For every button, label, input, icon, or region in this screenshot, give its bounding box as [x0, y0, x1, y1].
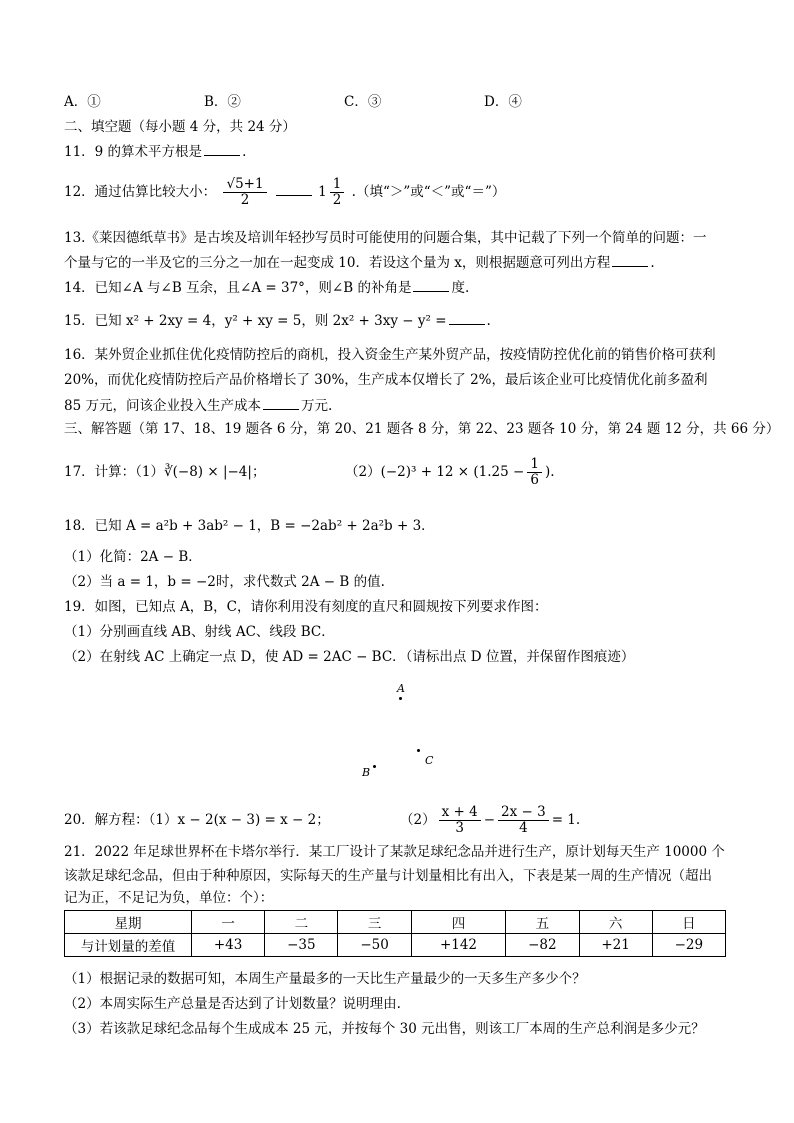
point-b — [373, 765, 376, 768]
option-b: B．② — [204, 94, 241, 110]
question-21-sub3: （3）若该款足球纪念品每个生成成本 25 元，并按每个 30 元出售，则该工厂本周的生产总利润是多少元？ — [64, 1021, 705, 1037]
question-12: 12．通过估算比较大小： $\frac{√5+1}{2}$ 1 $\frac{1}{2}$ .（填“＞”或“＜”或“＝”） — [64, 176, 506, 208]
question-16-line1: 16．某外贸企业抓住优化疫情防控后的商机，投入资金生产某外贸产品，按疫情防控优化前的销售价格可获利 — [64, 347, 716, 363]
table-cell: 五 — [506, 911, 579, 934]
table-cell: 三 — [338, 911, 411, 934]
table-row — [65, 911, 726, 934]
question-21-line2: 该款足球纪念品，但由于种种原因，实际每天的生产量与计划量相比有出入，下表是某一周的生产情况（超出 — [64, 868, 712, 884]
question-17: 17．计算：（1）∛(−8) × |−4|； — [64, 464, 266, 480]
question-13-line1: 13.《莱因德纸草书》是古埃及培训年轻抄写员时可能使用的问题合集，其中记载了下列一个简单的问题：一 — [64, 230, 707, 246]
answer-blank — [204, 142, 240, 156]
table-row — [65, 934, 726, 957]
option-c: C．③ — [344, 94, 382, 110]
fraction-x-plus-4: $\frac{x + 4}{3}$ — [439, 805, 481, 836]
question-13-line2: 个量与它的一半及它的三分之一加在一起变成 10．若设这个量为 x，则根据题意可列出方程 . — [64, 255, 655, 271]
answer-blank — [612, 253, 648, 267]
table-cell: 四 — [411, 911, 506, 934]
table-header-cell: 与计划量的差值 — [65, 934, 192, 957]
question-20: 20．解方程：（1）x − 2(x − 3) = x − 2； — [64, 812, 330, 828]
answer-blank — [263, 396, 299, 410]
question-16-line2: 20%，而优化疫情防控后产品价格增长了 30%，生产成本仅增长了 2%，最后该企业可比疫情优化前多盈利 — [64, 372, 708, 388]
question-19-line3: （2）在射线 AC 上确定一点 D，使 AD = 2AC − BC．（请标出点 D 位置，并保留作图痕迹） — [64, 649, 635, 665]
question-21-line1: 21．2022 年足球世界杯在卡塔尔举行．某工厂设计了某款足球纪念品并进行生产，原计划每天生产 10000 个 — [64, 844, 725, 860]
table-cell: −35 — [265, 934, 338, 957]
question-19-line2: （1）分别画直线 AB、射线 AC、线段 BC． — [64, 624, 335, 640]
question-11: 11．9 的算术平方根是 . — [64, 144, 247, 160]
question-21-sub1: （1）根据记录的数据可知，本周生产量最多的一天比生产量最少的一天多生产多少个？ — [64, 971, 586, 987]
mixed-fraction: $\frac{1}{2}$ — [330, 177, 345, 208]
fraction-2x-minus-3: $\frac{2x - 3}{4}$ — [498, 805, 549, 836]
table-header-cell: 星期 — [65, 911, 192, 934]
point-a-label: A — [397, 682, 405, 695]
table-cell: 日 — [652, 911, 725, 934]
question-15: 15．已知 x² + 2xy = 4，y² + xy = 5，则 2x² + 3xy − y² = . — [64, 313, 491, 329]
section-3-heading: 三、解答题（第 17、18、19 题各 6 分，第 20、21 题各 8 分，第 22、23 题各 10 分，第 24 题 12 分，共 66 分） — [64, 421, 780, 437]
point-c-label: C — [425, 754, 434, 767]
fraction-sqrt5: $\frac{√5+1}{2}$ — [223, 177, 266, 208]
table-cell: 二 — [265, 911, 338, 934]
question-21-line3: 记为正，不足记为负，单位：个）： — [64, 890, 274, 906]
answer-blank — [449, 311, 485, 325]
question-14: 14．已知∠A 与∠B 互余，且∠A = 37°，则∠B 的补角是 度. — [64, 280, 470, 296]
answer-blank — [276, 182, 312, 196]
question-18-line3: （2）当 a = 1，b = −2时，求代数式 2A − B 的值. — [64, 574, 385, 590]
question-19-line1: 19．如图，已知点 A，B，C，请你利用没有刻度的直尺和圆规按下列要求作图： — [64, 599, 548, 615]
table-cell: −82 — [506, 934, 579, 957]
table-cell: −29 — [652, 934, 725, 957]
point-c — [417, 749, 420, 752]
point-a — [399, 697, 402, 700]
production-table — [64, 910, 726, 957]
question-16-line3: 85 万元，问该企业投入生产成本 万元. — [64, 398, 333, 414]
answer-blank — [413, 278, 449, 292]
table-cell: +21 — [579, 934, 652, 957]
table-cell: 六 — [579, 911, 652, 934]
fraction-one-sixth: $\frac{1}{6}$ — [527, 457, 542, 488]
question-18-line2: （1）化简：2A − B． — [64, 549, 202, 565]
table-cell: +43 — [192, 934, 265, 957]
point-b-label: B — [362, 766, 371, 779]
question-21-sub2: （2）本周实际生产总量是否达到了计划数量？说明理由. — [64, 996, 401, 1012]
section-2-heading: 二、填空题（每小题 4 分，共 24 分） — [64, 119, 296, 135]
table-cell: 一 — [192, 911, 265, 934]
question-20-part2: （2） $\frac{x + 4}{3}$ − $\frac{2x - 3}{4}$ = 1. — [400, 804, 581, 836]
question-18-line1: 18．已知 A = a²b + 3ab² − 1，B = −2ab² + 2a²b + 3． — [64, 518, 435, 534]
table-cell: +142 — [411, 934, 506, 957]
option-d: D．④ — [484, 94, 522, 110]
option-a: A．① — [64, 94, 101, 110]
table-cell: −50 — [338, 934, 411, 957]
question-17-part2: （2）(−2)³ + 12 × (1.25 − $\frac{1}{6}$ ). — [345, 456, 555, 488]
